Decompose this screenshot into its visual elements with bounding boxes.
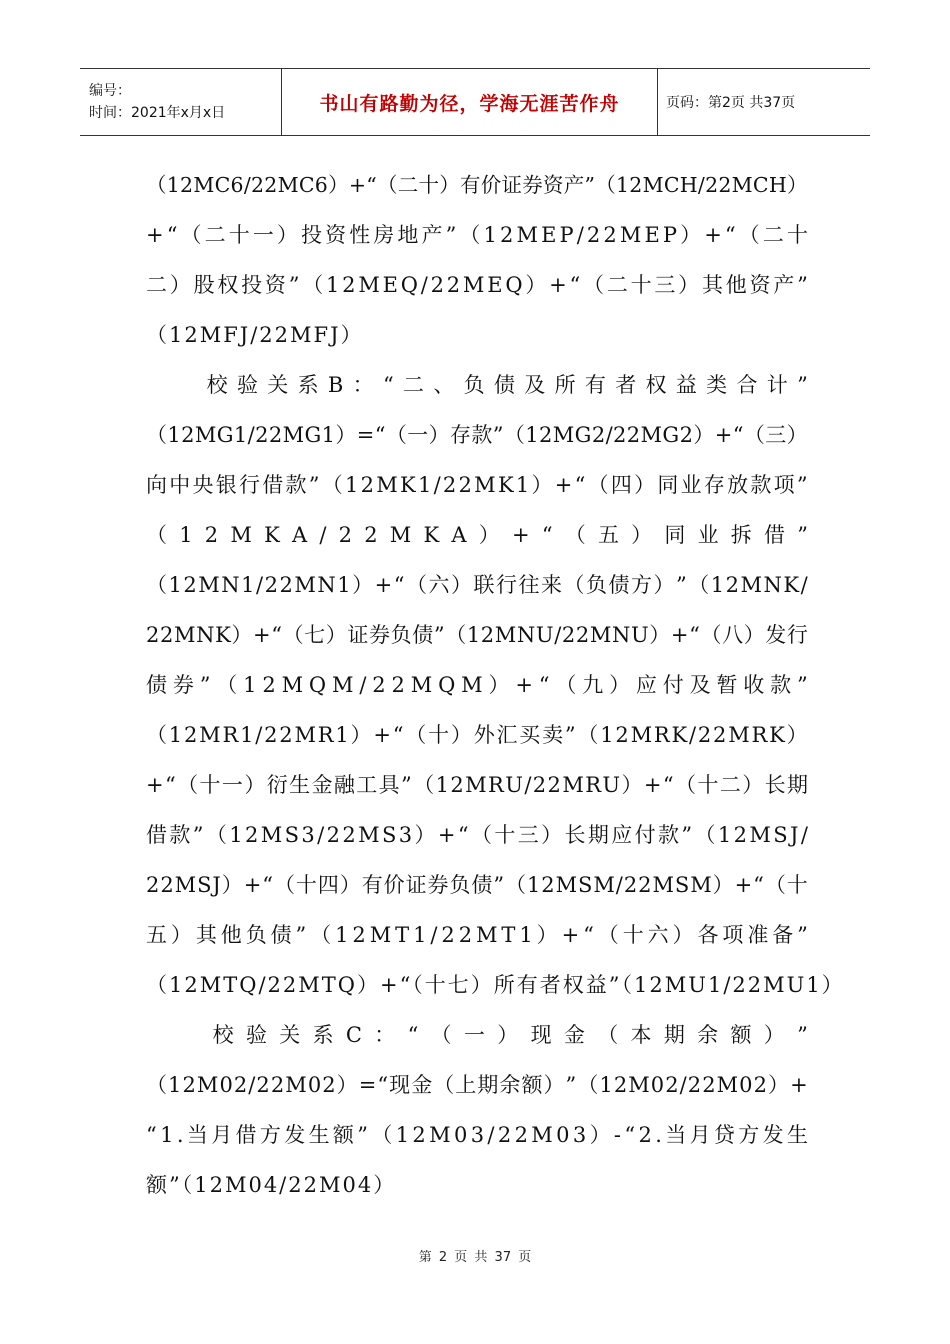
body-line: “ 1 . 当 月 借 方 发 生 额 ” （ 1 2 M 0 3 / 2 2 M 0 3 ） - “ 2 . 当 月 贷 方 发 生	[146, 1123, 808, 1147]
body-line: 校 验 关 系 B ： “ 二 、 负 债 及 所 有 者 权 益 类 合 计 ”	[206, 373, 808, 397]
body-line: 2 2 M N K ） + “ （ 七 ） 证 券 负 债 ” （ 1 2 M N U / 2 2 M N U ） + “ （ 八 ） 发 行	[146, 623, 808, 647]
body-line: 向 中 央 银 行 借 款 ” （ 1 2 M K 1 / 2 2 M K 1 ） + “ （ 四 ） 同 业 存 放 款 项 ”	[146, 473, 808, 497]
page-header	[80, 68, 870, 136]
body-line: + “ （ 二 十 一 ） 投 资 性 房 地 产 ” （ 1 2 M E P / 2 2 M E P ） + “ （ 二 十	[146, 223, 808, 247]
body-line: （ 1 2 M K A / 2 2 M K A ） + “ （ 五 ） 同 业 拆 借 ”	[146, 523, 808, 547]
body-line: （12MTQ/22MTQ）+“（十七）所有者权益”（12MU1/22MU1）	[146, 973, 845, 997]
body-line: 五 ） 其 他 负 债 ” （ 1 2 M T 1 / 2 2 M T 1 ） + “ （ 十 六 ） 各 项 准 备 ”	[146, 923, 808, 947]
document-body	[146, 160, 845, 1210]
document-number-label: 编号：	[89, 83, 131, 99]
body-line: （ 1 2 M G 1 / 2 2 M G 1 ） = “ （ 一 ） 存 款 ” （ 1 2 M G 2 / 2 2 M G 2 ） + “ （ 三 ）	[146, 423, 808, 447]
header-page-info: 页码：第2页 共37页	[666, 95, 796, 111]
header-motto: 书山有路勤为径，学海无涯苦作舟	[282, 69, 658, 135]
body-line: 二 ） 股 权 投 资 ” （ 1 2 M E Q / 2 2 M E Q ） + “ （ 二 十 三 ） 其 他 资 产 ”	[146, 273, 808, 297]
body-line: 借 款 ” （ 1 2 M S 3 / 2 2 M S 3 ） + “ （ 十 三 ） 长 期 应 付 款 ” （ 1 2 M S J /	[146, 823, 808, 847]
body-line: （ 1 2 M N 1 / 2 2 M N 1 ） + “ （ 六 ） 联 行 往 来 （ 负 债 方 ） ” （ 1 2 M N K /	[146, 573, 808, 597]
body-line: 2 2 M S J ） + “ （ 十 四 ） 有 价 证 券 负 债 ” （ 1 2 M S M / 2 2 M S M ） + “ （ 十	[146, 873, 808, 897]
body-line: （ 1 2 M 0 2 / 2 2 M 0 2 ） = “ 现 金 （ 上 期 余 额 ） ” （ 1 2 M 0 2 / 2 2 M 0 2 ） +	[146, 1073, 808, 1097]
body-line: （12MFJ/22MFJ）	[146, 323, 364, 347]
body-line: （ 1 2 M R 1 / 2 2 M R 1 ） + “ （ 十 ） 外 汇 买 卖 ” （ 1 2 M R K / 2 2 M R K ）	[146, 723, 808, 747]
body-line: 校 验 关 系 C ： “ （ 一 ） 现 金 （ 本 期 余 额 ） ”	[212, 1023, 808, 1047]
body-line: 额”（12M04/22M04）	[146, 1173, 397, 1197]
body-line: + “ （ 十 一 ） 衍 生 金 融 工 具 ” （ 1 2 M R U / 2 2 M R U ） + “ （ 十 二 ） 长 期	[146, 773, 808, 797]
body-line: 债 券 ” （ 1 2 M Q M / 2 2 M Q M ） + “ （ 九 ） 应 付 及 暂 收 款 ”	[146, 673, 808, 697]
header-meta	[80, 69, 282, 135]
page-footer: 第 2 页 共 37 页	[418, 1250, 532, 1265]
body-line: （ 1 2 M C 6 / 2 2 M C 6 ） + “ （ 二 十 ） 有 价 证 券 资 产 ” （ 1 2 M C H / 2 2 M C H ）	[146, 173, 808, 197]
document-time-label: 时间：2021年x月x日	[89, 105, 226, 121]
